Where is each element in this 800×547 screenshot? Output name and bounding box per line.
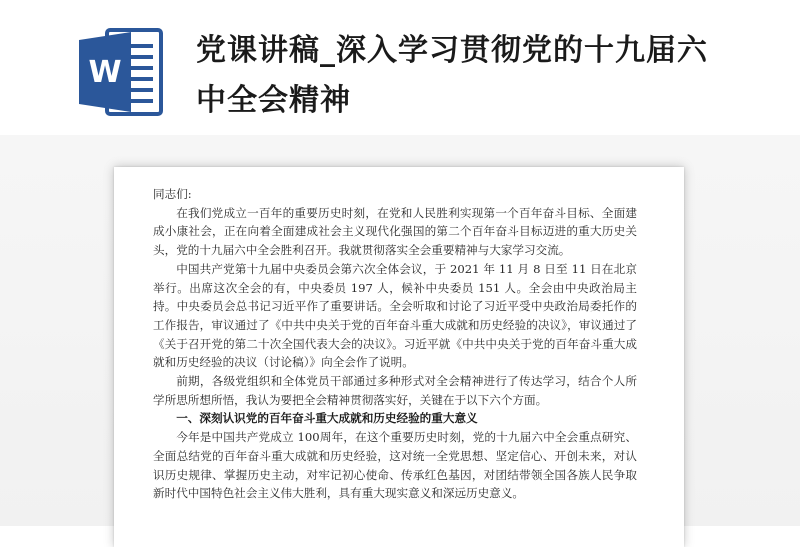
paragraph: 中国共产党第十九届中央委员会第六次全体会议，于 2021 年 11 月 8 日至 11 日在北京举行。出席这次全会的有，中央委员 197 人，候补中央委员 151 人。全会由中央政治局主持。中央委员会总书记习近平作了重要讲话。全会听取和讨论了习近平受中央政治局委托作的工作报告，审议通过了《中共中央关于党的百年奋斗重大成就和历史经验的决议》，审议通过了《关于召开党的第二十次全国代表大会的决议》。习近平就《中共中央关于党的百年奋斗重大成就和历史经验的决议（讨论稿）》向全会作了说明。: [153, 261, 637, 370]
svg-text:W: W: [88, 55, 122, 90]
paragraph: 今年是中国共产党成立 100周年，在这个重要历史时刻，党的十九届六中全会重点研究、全面总结党的百年奋斗重大成就和历史经验，这对统一全党思想、坚定信心、开创未来，对认识历史规律、掌握历史主动，对牢记初心使命、传承红色基因，对团结带领全国各族人民争取新时代中国特色社会主义伟大胜利，具有重大现实意义和深远历史意义。: [153, 430, 637, 501]
document-title: 党课讲稿_深入学习贯彻党的十九届六中全会精神: [196, 33, 708, 118]
page-header: [0, 0, 800, 135]
word-document-icon: [77, 26, 163, 118]
paragraph: 前期，各级党组织和全体党员干部通过多种形式对全会精神进行了传达学习，结合个人所学所思所想所悟，我认为要把全会精神贯彻落实好，关键在于以下六个方面。: [153, 374, 637, 407]
document-page-preview: [114, 167, 684, 547]
document-body: [153, 185, 637, 503]
salutation: 同志们:: [153, 187, 192, 201]
paragraph: 在我们党成立一百年的重要历史时刻，在党和人民胜利实现第一个百年奋斗目标、全面建成小康社会，正在向着全面建成社会主义现代化强国的第二个百年奋斗目标迈进的重大历史关头，党的十九届六中全会胜利召开。我就贯彻落实全会重要精神与大家学习交流。: [153, 205, 637, 258]
section-heading: 一、深刻认识党的百年奋斗重大成就和历史经验的重大意义: [176, 411, 478, 426]
